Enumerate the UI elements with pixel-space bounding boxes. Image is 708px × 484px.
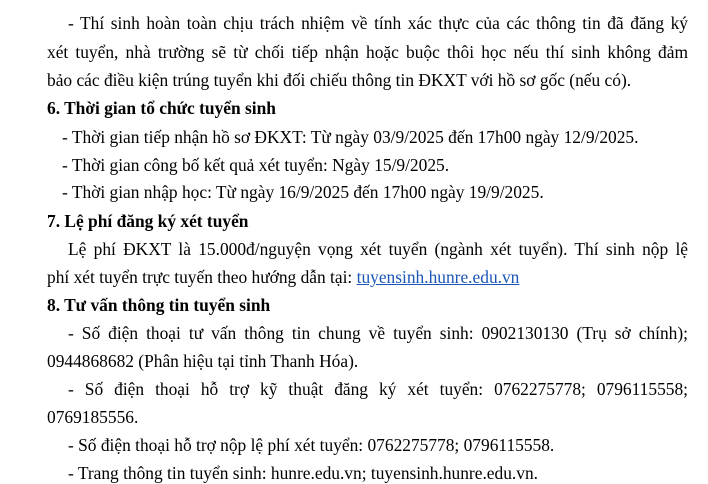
section7-line2 [47, 266, 688, 288]
section6-heading: 6. Thời gian tổ chức tuyển sinh [47, 98, 276, 118]
section8-line6: - Trang thông tin tuyển sinh: hunre.edu.vn; tuyensinh.hunre.edu.vn. [68, 463, 538, 483]
tuyensinh-link[interactable]: tuyensinh.hunre.edu.vn [356, 267, 520, 287]
section6-item-3: - Thời gian nhập học: Từ ngày 16/9/2025 đến 17h00 ngày 19/9/2025. [62, 182, 544, 202]
section7-line2-text: phí xét tuyển trực tuyến theo hướng dẫn tại: [47, 267, 357, 287]
section8-heading: 8. Tư vấn thông tin tuyển sinh [47, 295, 271, 315]
section8-line3: - Số điện thoại hỗ trợ kỹ thuật đăng ký xét tuyển: 0762275778; 0796115558; [68, 379, 688, 399]
section8-line2: 0944868682 (Phân hiệu tại tỉnh Thanh Hóa). [47, 351, 359, 371]
section6-item-2: - Thời gian công bố kết quả xét tuyển: Ngày 15/9/2025. [62, 155, 450, 175]
section7-heading: 7. Lệ phí đăng ký xét tuyển [47, 211, 249, 231]
section7-line1: Lệ phí ĐKXT là 15.000đ/nguyện vọng xét tuyển (ngành xét tuyển). Thí sinh nộp lệ [68, 239, 688, 259]
para1-line3: bảo các điều kiện trúng tuyển khi đối chiếu thông tin ĐKXT với hồ sơ gốc (nếu có). [47, 70, 632, 90]
para1-line2: xét tuyển, nhà trường sẽ từ chối tiếp nhận hoặc buộc thôi học nếu thí sinh không đảm [47, 42, 688, 62]
section8-line4: 0769185556. [47, 407, 139, 427]
section6-item-1: - Thời gian tiếp nhận hồ sơ ĐKXT: Từ ngày 03/9/2025 đến 17h00 ngày 12/9/2025. [62, 127, 639, 147]
para1-line1: - Thí sinh hoàn toàn chịu trách nhiệm về tính xác thực của các thông tin đã đăng ký [68, 13, 688, 33]
section8-line5: - Số điện thoại hỗ trợ nộp lệ phí xét tuyển: 0762275778; 0796115558. [68, 435, 555, 455]
section8-line1: - Số điện thoại tư vấn thông tin chung về tuyển sinh: 0902130130 (Trụ sở chính); [68, 323, 688, 343]
